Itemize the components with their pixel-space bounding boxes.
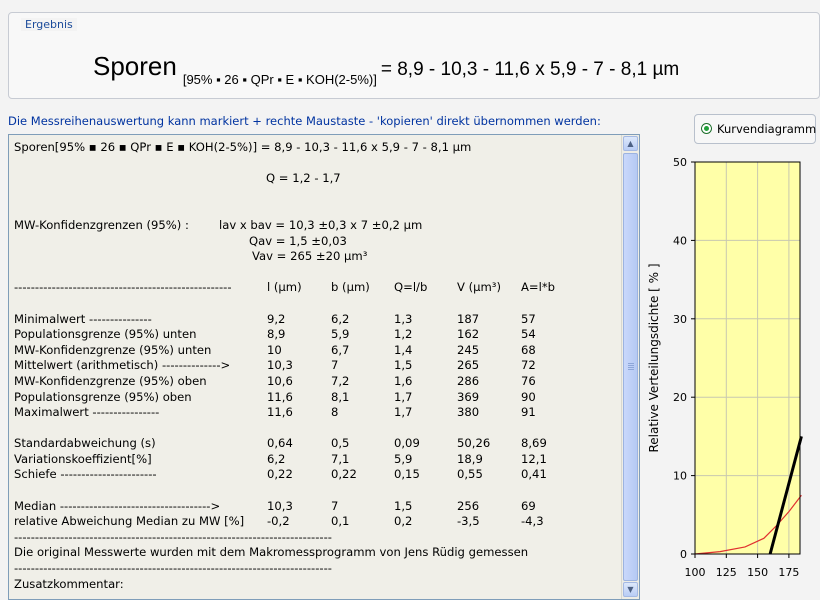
row-label: MW-Konfidenzgrenze (95%) oben bbox=[14, 373, 207, 388]
y-tick-label: 30 bbox=[673, 312, 687, 326]
cell-value: 10,3 bbox=[267, 498, 293, 513]
table-row bbox=[14, 499, 618, 515]
y-tick-label: 0 bbox=[680, 548, 687, 561]
separator-full: ---------------------------------------------------------------------------- bbox=[14, 561, 332, 576]
cell-value: 369 bbox=[457, 389, 480, 404]
cell-value: 245 bbox=[457, 342, 480, 357]
separator-full: ---------------------------------------------------------------------------- bbox=[14, 529, 332, 544]
y-axis-label: Relative Verteilungsdichte [ % ] bbox=[647, 263, 661, 453]
table-row bbox=[14, 452, 618, 468]
cell-value: 11,6 bbox=[267, 405, 293, 420]
grip-line bbox=[628, 369, 634, 370]
distribution-chart bbox=[640, 140, 800, 600]
conf-v: Vav = 265 ±20 µm³ bbox=[252, 249, 368, 264]
report-line bbox=[14, 561, 618, 577]
table-row bbox=[14, 343, 618, 359]
report-line bbox=[14, 249, 618, 265]
row-label: Populationsgrenze (95%) unten bbox=[14, 327, 197, 342]
report-textarea[interactable] bbox=[8, 134, 640, 600]
y-tick-label: 40 bbox=[673, 234, 687, 248]
x-tick-label: 125 bbox=[715, 566, 737, 579]
table-row bbox=[14, 514, 618, 530]
x-tick-label: 150 bbox=[747, 566, 769, 579]
column-header: Q=l/b bbox=[394, 280, 428, 295]
result-prefix: Sporen bbox=[93, 51, 177, 81]
cell-value: 6,2 bbox=[331, 311, 350, 326]
table-row bbox=[14, 405, 618, 421]
cell-value: 8,1 bbox=[331, 389, 350, 404]
cell-value: 1,7 bbox=[394, 405, 413, 420]
cell-value: 54 bbox=[521, 327, 536, 342]
cell-value: 1,5 bbox=[394, 498, 413, 513]
cell-value: 76 bbox=[521, 373, 536, 388]
cell-value: 6,2 bbox=[267, 451, 286, 466]
cell-value: 72 bbox=[521, 358, 536, 373]
row-label: Minimalwert --------------- bbox=[14, 311, 152, 326]
report-q-line: Q = 1,2 - 1,7 bbox=[266, 171, 341, 186]
result-subscript: [95% ▪ 26 ▪ QPr ▪ E ▪ KOH(2-5%)] bbox=[182, 72, 377, 87]
cell-value: 7,1 bbox=[331, 451, 350, 466]
row-label: Median ------------------------------------> bbox=[14, 498, 221, 513]
cell-value: 7 bbox=[331, 498, 339, 513]
column-header: A=l*b bbox=[521, 280, 556, 295]
cell-value: -0,2 bbox=[267, 514, 290, 529]
cell-value: 0,5 bbox=[331, 436, 350, 451]
cell-value: 286 bbox=[457, 373, 480, 388]
row-label: MW-Konfidenzgrenze (95%) unten bbox=[14, 342, 212, 357]
table-row bbox=[14, 467, 618, 483]
cell-value: 265 bbox=[457, 358, 480, 373]
cell-value: 57 bbox=[521, 311, 536, 326]
result-legend: Ergebnis bbox=[21, 18, 77, 31]
copy-hint: Die Messreihenauswertung kann markiert + rechte Maustaste - 'kopieren' direkt übernommen werden: bbox=[8, 114, 601, 128]
table-row bbox=[14, 436, 618, 452]
cell-value: 0,22 bbox=[331, 467, 357, 482]
additional-comment-label: Zusatzkommentar: bbox=[14, 576, 124, 591]
cell-value: 256 bbox=[457, 498, 480, 513]
separator: ---------------------------------------------------- bbox=[14, 280, 232, 295]
radio-button[interactable] bbox=[701, 123, 712, 134]
cell-value: 0,1 bbox=[331, 514, 350, 529]
scroll-up-button[interactable]: ▲ bbox=[623, 136, 638, 151]
footer-note: Die original Messwerte wurden mit dem Makromessprogramm von Jens Rüdig gemessen bbox=[14, 545, 529, 560]
cell-value: 90 bbox=[521, 389, 536, 404]
scroll-thumb[interactable] bbox=[623, 153, 638, 581]
radio-selected-dot bbox=[704, 126, 709, 131]
cell-value: 5,9 bbox=[331, 327, 350, 342]
row-label: Mittelwert (arithmetisch) --------------> bbox=[14, 358, 231, 373]
report-line bbox=[14, 171, 618, 187]
cell-value: 18,9 bbox=[457, 451, 483, 466]
y-tick-label: 10 bbox=[673, 469, 687, 483]
scroll-down-button[interactable]: ▼ bbox=[623, 582, 638, 597]
conf-label: MW-Konfidenzgrenzen (95%) : bbox=[14, 217, 189, 232]
cell-value: 8 bbox=[331, 405, 339, 420]
conf-q: Qav = 1,5 ±0,03 bbox=[249, 233, 347, 248]
row-label: relative Abweichung Median zu MW [%] bbox=[14, 514, 245, 529]
report-line bbox=[14, 545, 618, 561]
cell-value: 11,6 bbox=[267, 389, 293, 404]
x-tick-label: 100 bbox=[684, 566, 706, 579]
row-label: Standardabweichung (s) bbox=[14, 436, 156, 451]
cell-value: 1,5 bbox=[394, 358, 413, 373]
grip-line bbox=[628, 365, 634, 366]
cell-value: 8,69 bbox=[521, 436, 547, 451]
cell-value: 1,2 bbox=[394, 327, 413, 342]
cell-value: 1,4 bbox=[394, 342, 413, 357]
row-label: Populationsgrenze (95%) oben bbox=[14, 389, 192, 404]
cell-value: 69 bbox=[521, 498, 536, 513]
table-row bbox=[14, 358, 618, 374]
y-tick-label: 50 bbox=[673, 156, 687, 169]
cell-value: 162 bbox=[457, 327, 480, 342]
cell-value: 0,41 bbox=[521, 467, 547, 482]
cell-value: 91 bbox=[521, 405, 536, 420]
table-row bbox=[14, 327, 618, 343]
x-tick-label: 175 bbox=[778, 566, 800, 579]
table-row bbox=[14, 390, 618, 406]
curve-diagram-label: Kurvendiagramm bbox=[717, 122, 817, 136]
cell-value: -3,5 bbox=[457, 514, 480, 529]
column-header: l (µm) bbox=[267, 280, 302, 295]
vertical-scrollbar[interactable] bbox=[621, 135, 639, 599]
cell-value: 5,9 bbox=[394, 451, 413, 466]
column-header: b (µm) bbox=[331, 280, 370, 295]
cell-value: 0,22 bbox=[267, 467, 293, 482]
cell-value: 10,3 bbox=[267, 358, 293, 373]
cell-value: 50,26 bbox=[457, 436, 491, 451]
report-line bbox=[14, 530, 618, 546]
cell-value: 0,09 bbox=[394, 436, 420, 451]
cell-value: 10 bbox=[267, 342, 282, 357]
cell-value: 9,2 bbox=[267, 311, 286, 326]
cell-value: 0,55 bbox=[457, 467, 483, 482]
report-line bbox=[14, 577, 618, 593]
result-formula[interactable] bbox=[93, 51, 680, 87]
report-text[interactable] bbox=[14, 140, 618, 592]
table-row bbox=[14, 374, 618, 390]
table-row bbox=[14, 312, 618, 328]
column-header: V (µm³) bbox=[457, 280, 501, 295]
cell-value: 7,2 bbox=[331, 373, 350, 388]
row-label: Maximalwert ---------------- bbox=[14, 405, 160, 420]
cell-value: 7 bbox=[331, 358, 339, 373]
report-result-line: Sporen[95% ▪ 26 ▪ QPr ▪ E ▪ KOH(2-5%)] = 8,9 - 10,3 - 11,6 x 5,9 - 7 - 8,1 µm bbox=[14, 140, 472, 154]
cell-value: 12,1 bbox=[521, 451, 547, 466]
cell-value: 10,6 bbox=[267, 373, 293, 388]
cell-value: 187 bbox=[457, 311, 480, 326]
y-tick-label: 20 bbox=[673, 391, 687, 405]
report-line bbox=[14, 234, 618, 250]
cell-value: 0,64 bbox=[267, 436, 293, 451]
cell-value: 1,3 bbox=[394, 311, 413, 326]
cell-value: 6,7 bbox=[331, 342, 350, 357]
cell-value: 0,2 bbox=[394, 514, 413, 529]
row-label: Schiefe ----------------------- bbox=[14, 467, 157, 482]
conf-lb: lav x bav = 10,3 ±0,3 x 7 ±0,2 µm bbox=[219, 217, 423, 232]
report-line bbox=[14, 218, 618, 234]
grip-line bbox=[628, 367, 634, 368]
grip-line bbox=[628, 363, 634, 364]
cell-value: 0,15 bbox=[394, 467, 420, 482]
result-panel bbox=[8, 12, 820, 99]
cell-value: -4,3 bbox=[521, 514, 544, 529]
cell-value: 1,6 bbox=[394, 373, 413, 388]
cell-value: 8,9 bbox=[267, 327, 286, 342]
cell-value: 380 bbox=[457, 405, 480, 420]
result-value: = 8,9 - 10,3 - 11,6 x 5,9 - 7 - 8,1 µm bbox=[380, 59, 680, 80]
report-line bbox=[14, 140, 618, 156]
cell-value: 68 bbox=[521, 342, 536, 357]
row-label: Variationskoeffizient[%] bbox=[14, 451, 152, 466]
cell-value: 1,7 bbox=[394, 389, 413, 404]
table-header-row bbox=[14, 280, 618, 296]
